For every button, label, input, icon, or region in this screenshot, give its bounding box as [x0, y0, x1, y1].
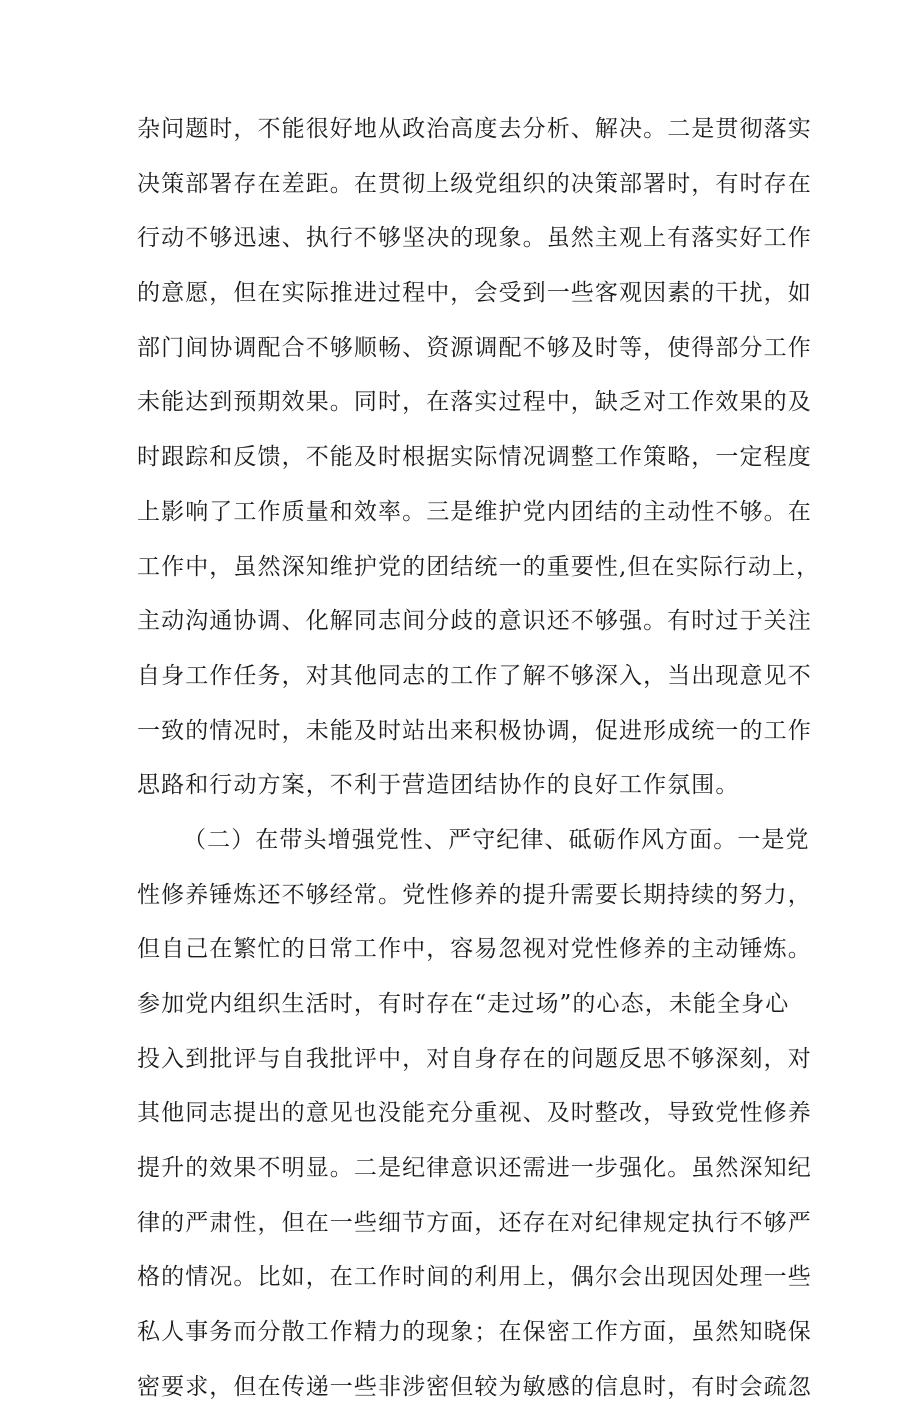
text-line: 私人事务而分散工作精力的现象；在保密工作方面，虽然知晓保	[137, 1319, 812, 1346]
text-line: 工作中，虽然深知维护党的团结统一的重要性,但在实际行动上，	[137, 553, 821, 580]
text-line: 时跟踪和反馈，不能及时根据实际情况调整工作策略，一定程度	[137, 444, 812, 471]
section-heading-line: （二）在带头增强党性、严守纪律、砥砺作风方面。一是党	[183, 826, 810, 853]
text-line: 一致的情况时，未能及时站出来积极协调，促进形成统一的工作	[137, 717, 812, 744]
text-line: 律的严肃性，但在一些细节方面，还存在对纪律规定执行不够严	[137, 1209, 812, 1236]
text-line: 决策部署存在差距。在贯彻上级党组织的决策部署时，有时存在	[137, 170, 812, 197]
text-line: 部门间协调配合不够顺畅、资源调配不够及时等，使得部分工作	[137, 334, 812, 361]
text-line: 主动沟通协调、化解同志间分歧的意识还不够强。有时过于关注	[137, 608, 812, 635]
text-line: 性修养锤炼还不够经常。党性修养的提升需要长期持续的努力，	[137, 881, 812, 908]
text-line: 其他同志提出的意见也没能充分重视、及时整改，导致党性修养	[137, 1100, 812, 1127]
text-line: 提升的效果不明显。二是纪律意识还需进一步强化。虽然深知纪	[137, 1155, 812, 1182]
text-line: 格的情况。比如，在工作时间的利用上，偶尔会出现因处理一些	[137, 1264, 812, 1291]
text-line: 杂问题时，不能很好地从政治高度去分析、解决。二是贯彻落实	[137, 116, 812, 142]
text-line: 但自己在繁忙的日常工作中，容易忽视对党性修养的主动锤炼。	[137, 936, 812, 963]
text-line: 的意愿，但在实际推进过程中，会受到一些客观因素的干扰，如	[137, 280, 812, 307]
text-line: 自身工作任务，对其他同志的工作了解不够深入，当出现意见不	[137, 662, 812, 689]
text-line: 未能达到预期效果。同时，在落实过程中，缺乏对工作效果的及	[137, 389, 812, 416]
text-line: 上影响了工作质量和效率。三是维护党内团结的主动性不够。在	[137, 498, 812, 525]
text-line: 行动不够迅速、执行不够坚决的现象。虽然主观上有落实好工作	[137, 225, 812, 252]
text-line: 参加党内组织生活时，有时存在“走过场”的心态，未能全身心	[137, 991, 790, 1017]
paragraph-last-line: 思路和行动方案，不利于营造团结协作的良好工作氛围。	[137, 772, 740, 799]
body-text	[137, 102, 821, 1415]
text-line: 密要求，但在传递一些非涉密但较为敏感的信息时，有时会疏忽	[137, 1373, 812, 1400]
text-line: 投入到批评与自我批评中，对自身存在的问题反思不够深刻，对	[137, 1045, 812, 1072]
